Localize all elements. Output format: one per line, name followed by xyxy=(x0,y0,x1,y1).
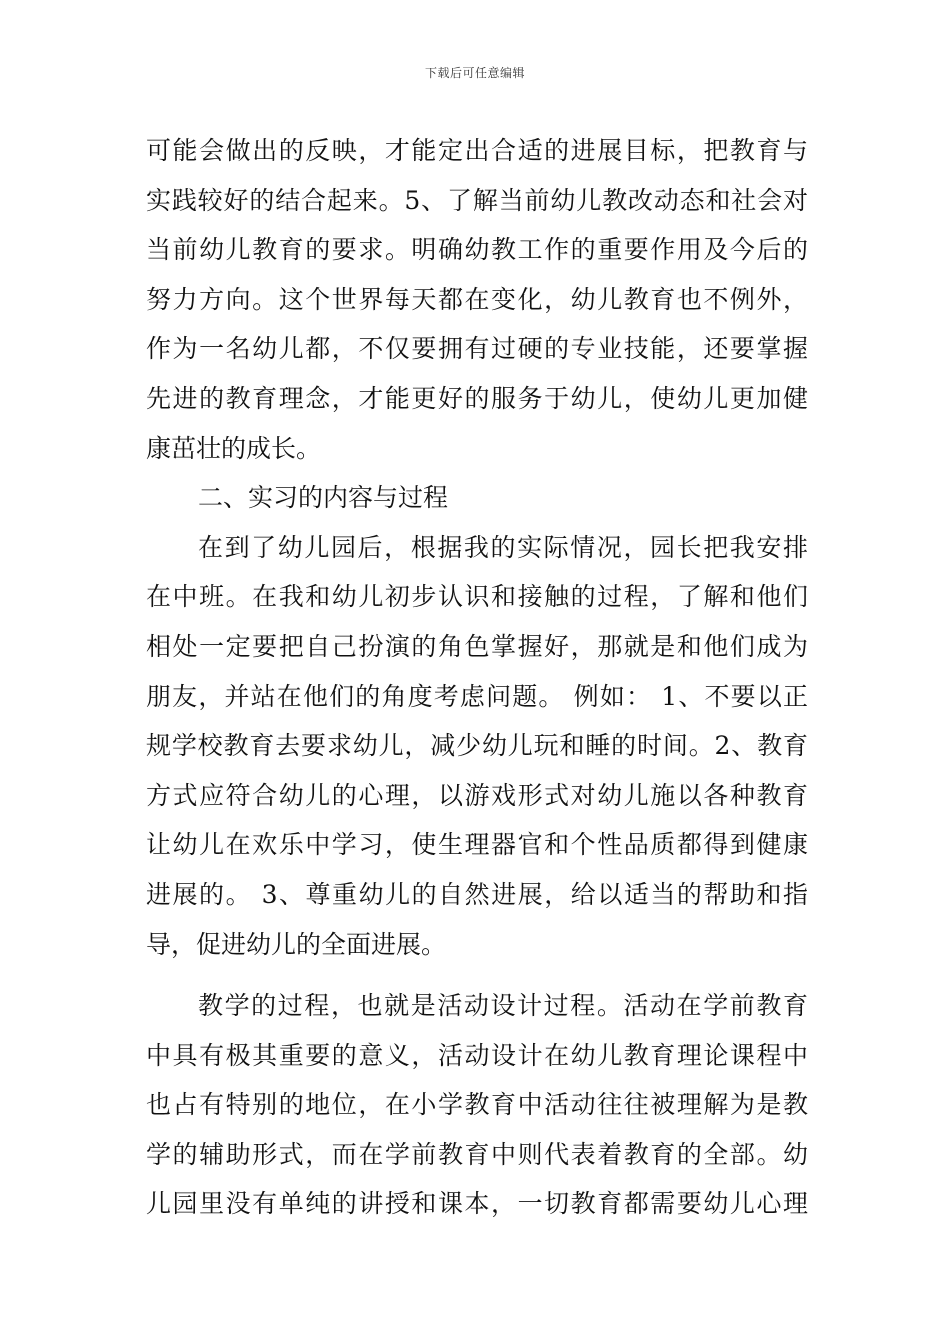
text-line: 作为一名幼儿都，不仅要拥有过硬的专业技能，还要掌握 xyxy=(146,334,808,364)
text-line: 儿园里没有单纯的讲授和课本，一切教育都需要幼儿心理 xyxy=(146,1189,808,1219)
text-line: 当前幼儿教育的要求。明确幼教工作的重要作用及今后的 xyxy=(146,235,808,265)
text-line: 导，促进幼儿的全面进展。 xyxy=(146,929,447,959)
text-line: 先进的教育理念，才能更好的服务于幼儿，使幼儿更加健 xyxy=(146,383,808,413)
text-line: 方式应符合幼儿的心理，以游戏形式对幼儿施以各种教育 xyxy=(146,780,808,810)
paragraph-gap xyxy=(146,969,808,981)
text-line: 在到了幼儿园后，根据我的实际情况，园长把我安排 xyxy=(198,532,808,562)
paragraph-teaching-process xyxy=(146,981,808,1229)
text-line: 教学的过程，也就是活动设计过程。活动在学前教育 xyxy=(198,991,808,1021)
paragraph-internship-content xyxy=(146,523,808,969)
heading-text: 二、实习的内容与过程 xyxy=(198,483,449,513)
text-line: 让幼儿在欢乐中学习，使生理器官和个性品质都得到健康 xyxy=(146,830,808,860)
section-heading xyxy=(146,473,808,523)
text-line: 努力方向。这个世界每天都在变化，幼儿教育也不例外， xyxy=(146,284,808,314)
page-header: 下载后可任意编辑 xyxy=(424,66,525,80)
text-line: 康茁壮的成长。 xyxy=(146,433,322,463)
text-line: 相处一定要把自己扮演的角色掌握好，那就是和他们成为 xyxy=(146,631,808,661)
text-line: 进展的。 3、尊重幼儿的自然进展，给以适当的帮助和指 xyxy=(146,879,808,909)
paragraph-continuation xyxy=(146,126,808,473)
text-line: 中具有极其重要的意义，活动设计在幼儿教育理论课程中 xyxy=(146,1040,808,1070)
text-line: 规学校教育去要求幼儿，减少幼儿玩和睡的时间。2、教育 xyxy=(146,731,808,761)
text-line: 也占有特别的地位，在小学教育中活动往往被理解为是教 xyxy=(146,1090,808,1120)
text-line: 学的辅助形式，而在学前教育中则代表着教育的全部。幼 xyxy=(146,1139,808,1169)
text-line: 可能会做出的反映，才能定出合适的进展目标，把教育与 xyxy=(146,136,808,165)
text-line: 实践较好的结合起来。5、了解当前幼儿教改动态和社会对 xyxy=(146,185,808,215)
text-line: 在中班。在我和幼儿初步认识和接触的过程，了解和他们 xyxy=(146,582,808,612)
document-body xyxy=(146,126,808,1229)
text-line: 朋友，并站在他们的角度考虑问题。 例如： 1、不要以正 xyxy=(146,681,808,711)
